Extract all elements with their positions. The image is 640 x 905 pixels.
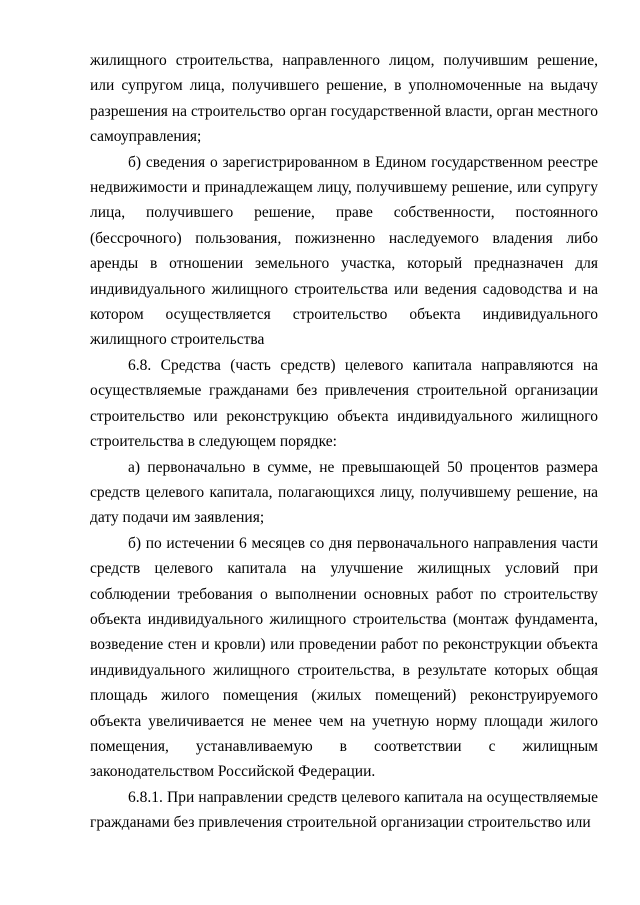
paragraph-6-8: 6.8. Средства (часть средств) целевого капитала направляются на осуществляемые гражданами без привлечения строительной организации строительство или реконструкцию объекта индивидуального жилищного строительства в следующем порядке: [90, 356, 598, 451]
document-body [90, 48, 598, 836]
paragraph-6-8-1: 6.8.1. При направлении средств целевого капитала на осуществляемые гражданами без привлечения строительной организации строительство или [90, 788, 598, 832]
paragraph-subitem-b-six-months: б) по истечении 6 месяцев со дня первоначального направления части средств целевого капитала на улучшение жилищных условий при соблюдении требования о выполнении основных работ по строительству объекта индивидуального жилищного строительства (монтаж фундамента, возведение стен и кровли) или проведении работ по реконструкции объекта индивидуального жилищного строительства, в результате которых общая площадь жилого помещения (жилых помещений) реконструируемого объекта увеличивается не менее чем на учетную норму площади жилого помещения, устанавливаемую в соответствии с жилищным законодательством Российской Федерации. [90, 534, 598, 781]
paragraph-continuation: жилищного строительства, направленного лицом, получившим решение, или супругом лица, получившего решение, в уполномоченные на выдачу разрешения на строительство орган государственной власти, орган местного самоуправления; [90, 52, 598, 146]
paragraph-subitem-b-registry: б) сведения о зарегистрированном в Едином государственном реестре недвижимости и принадлежащем лицу, получившему решение, или супругу лица, получившего решение, праве собственности, постоянного (бессрочного) пользования, пожизненно наследуемого владения либо аренды в отношении земельного участка, который предназначен для индивидуального жилищного строительства или ведения садоводства и на котором осуществляется строительство объекта индивидуального жилищного строительства [90, 153, 598, 349]
paragraph-subitem-a: а) первоначально в сумме, не превышающей 50 процентов размера средств целевого капитала, полагающихся лицу, получившему решение, на дату подачи им заявления; [90, 458, 598, 527]
